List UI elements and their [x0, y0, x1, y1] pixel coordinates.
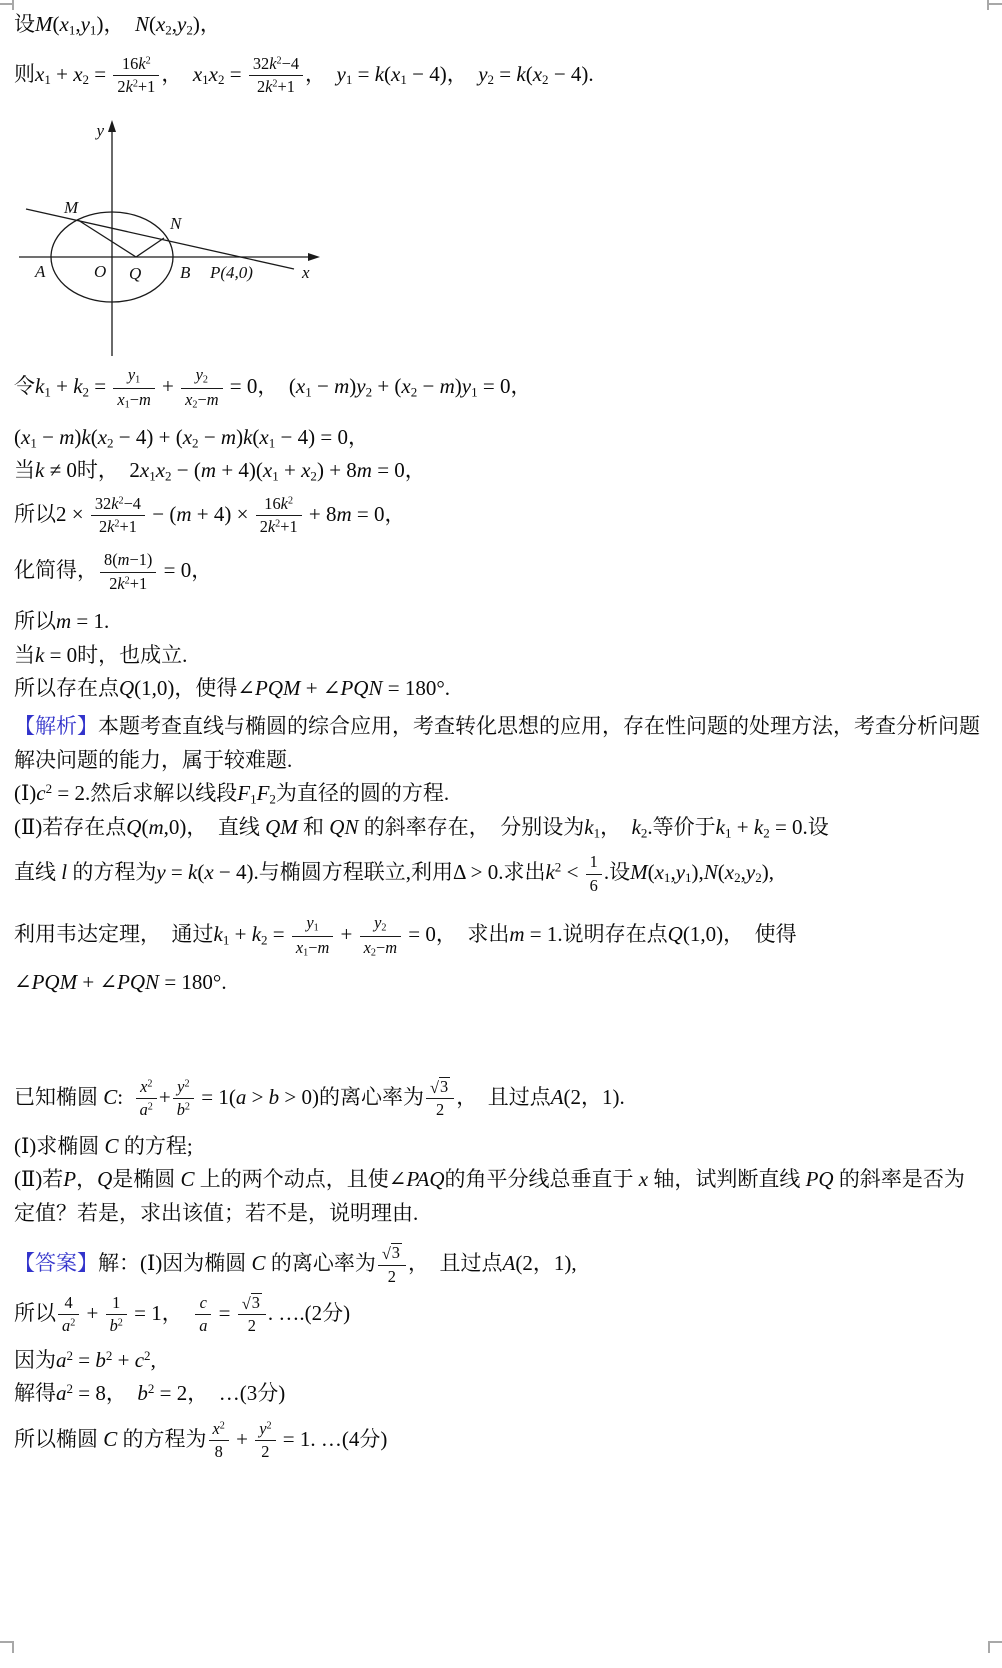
figure-label-p: P(4,0): [210, 263, 253, 283]
ellipse-figure-svg: [14, 110, 326, 360]
answer-ellipse-equation: 所以椭圆 C 的方程为 $\frac{x^2}{8}$ + $\frac{y^2}{2}$ = 1. …(4分): [14, 1418, 388, 1462]
figure-label-a: A: [35, 262, 46, 282]
math-line-set-mn: 设$M(x_1,y_1)$， $N(x_2,y_2)$，: [14, 12, 221, 38]
corner-mark-bottom-right-h: [989, 1641, 1002, 1643]
problem-statement: [14, 1076, 984, 1230]
analysis-text: 本题考查直线与椭圆的综合应用，考查转化思想的应用，存在性问题的处理方法，考查分析问题解决问题的能力，属于较难题.: [14, 713, 980, 772]
problem-part2: (Ⅱ)若P，Q是椭圆 C 上的两个动点，且使∠PAQ的角平分线总垂直于 x 轴，试判断直线 PQ 的斜率是否为定值？若是，求出该值；若不是，说明理由.: [14, 1167, 965, 1225]
problem-given-ellipse: 已知椭圆 C: $\frac{x^2}{a^2}$ + $\frac{y^2}{b^2}$ = 1(a > b > 0)的离心率为 $\frac{√3}{2}$ ， 且过点A(2，1).: [14, 1076, 625, 1120]
figure-label-y: y: [96, 121, 104, 141]
math-line-vieta-sums: 则$x_1 + x_2$ = $\frac{16k^2}{2k^2+1}$ ， $x_1x_2$ = $\frac{32k^2-4}{2k^2+1}$ ， $y_1 = k(x_1 - 4)$， $y_2 = k(x_2 - 4)$.: [14, 53, 594, 96]
segment-qm: [78, 220, 136, 257]
corner-mark-top-right-h: [988, 3, 1002, 5]
answer-solved-values: 解得$a^2 = 8$， $b^2 = 2$， …(3分): [14, 1381, 286, 1406]
answer-paragraph: [14, 1242, 984, 1286]
segment-qn: [136, 238, 164, 257]
analysis-paragraph: [14, 710, 984, 777]
math-line-simplify: 化简得， $\frac{8(m-1)}{2k^2+1}$ = 0，: [14, 550, 213, 593]
figure-label-m: M: [64, 198, 79, 218]
figure-label-x: x: [302, 263, 310, 283]
math-line-m-equals-1: 所以m = 1.: [14, 609, 110, 634]
figure-label-b: B: [180, 263, 191, 283]
analysis-part1: $(Ⅰ)c^2 = 2$.然后求解以线段$F_1F_2$为直径的圆的方程.: [14, 780, 450, 807]
answer-tag: 【答案】: [14, 1251, 98, 1276]
corner-mark-bottom-left-v: [12, 1641, 14, 1653]
solution-steps: [14, 365, 984, 706]
corner-mark-top-left-v: [12, 0, 14, 10]
secant-line-mn: [26, 209, 294, 269]
answer-abc-relation: 因为$a^2 = b^2 + c^2$,: [14, 1347, 156, 1372]
math-line-k-nonzero: 当k ≠ 0时， $2x_1x_2 - (m + 4)(x_1 + x_2) + 8m = 0$，: [14, 458, 426, 484]
math-line-k-zero: 当k = 0时，也成立.: [14, 642, 188, 667]
problem-part1: (Ⅰ)求椭圆 C 的方程;: [14, 1133, 193, 1158]
answer-text: 解：(Ⅰ)因为椭圆 C 的离心率为 $\frac{√3}{2}$ ， 且过点A(2，1),: [98, 1243, 577, 1286]
figure-label-n: N: [170, 214, 182, 234]
math-line-substitute: 所以2 × $\frac{32k^2-4}{2k^2+1}$ − (m + 4) × $\frac{16k^2}{2k^2+1}$ + 8m = 0，: [14, 493, 406, 537]
analysis-angle-sum: ∠PQM + ∠PQN = 180°.: [14, 970, 227, 995]
math-line-conclusion-q: 所以存在点Q(1,0)，使得∠PQM + ∠PQN = 180°.: [14, 676, 450, 701]
y-axis-arrow-icon: [108, 120, 116, 132]
analysis-tag: 【解析】: [14, 713, 98, 738]
corner-mark-top-right-v: [987, 0, 989, 10]
x-axis-arrow-icon: [308, 253, 320, 261]
analysis-vieta: 利用韦达定理， 通过$k_1 + k_2$ = $\frac{y_1}{x_1-m}$ + $\frac{y_2}{x_2-m}$ = 0， 求出m = 1.说明存在点Q(1,0)， 使得: [14, 912, 797, 959]
answer-section: [14, 1242, 984, 1461]
answer-eccentricity-eqs: 所以 $\frac{4}{a^2}$ + $\frac{1}{b^2}$ = 1， $\frac{c}{a}$ = $\frac{√3}{2}$ . ….(2分): [14, 1293, 351, 1336]
figure-label-o: O: [94, 262, 107, 282]
math-line-k1k2: 令$k_1 + k_2$ = $\frac{y_1}{x_1-m}$ + $\frac{y_2}{x_2-m}$ = 0， $(x_1 - m)y_2 + (x_2 - m)y_1 = 0$，: [14, 365, 532, 411]
analysis-section: [14, 710, 984, 1000]
ellipse-figure: [14, 110, 984, 365]
analysis-part2-cont: 直线 l 的方程为y = k(x − 4).与椭圆方程联立,利用Δ > 0.求出$k^2$ < $\frac{1}{6}$ .设$M(x_1,y_1),N(x_2,y_2)$,: [14, 852, 774, 895]
analysis-part2: (Ⅱ)若存在点Q(m,0)， 直线 QM 和 QN 的斜率存在， 分别设为$k_1$， $k_2$.等价于$k_1 + k_2 = 0$.设: [14, 814, 829, 840]
math-line-expand: $(x_1 - m)k(x_2 - 4) + (x_2 - m)k(x_1 - 4) = 0$，: [14, 424, 369, 450]
corner-mark-bottom-right-v: [988, 1641, 990, 1653]
figure-label-q: Q: [129, 264, 142, 284]
